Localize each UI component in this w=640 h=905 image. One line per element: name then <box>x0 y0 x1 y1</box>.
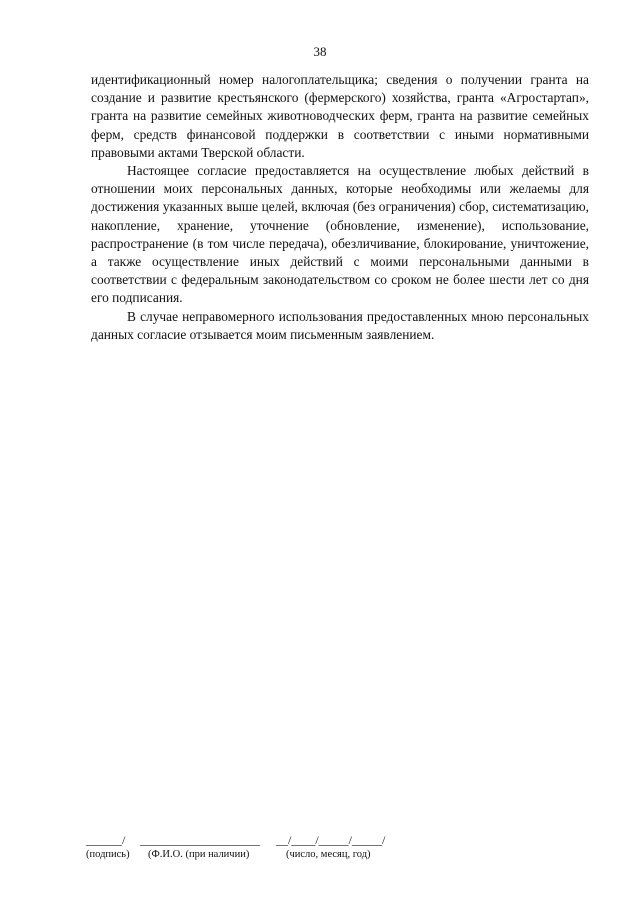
signature-line[interactable]: ______/ <box>86 833 126 847</box>
document-body <box>91 71 589 344</box>
paragraph-consent-revocation: В случае неправомерного использования предоставленных мною персональных данных согласие отзывается моим письменным заявлением. <box>91 308 589 342</box>
date-line[interactable]: __/____/_____/_____/ <box>276 833 386 847</box>
signature-block <box>86 833 406 865</box>
full-name-label: (Ф.И.О. (при наличии) <box>148 849 250 860</box>
paragraph-consent-scope: Настоящее согласие предоставляется на осуществление любых действий в отношении моих персональных данных, которые необходимы или желаемы для достижения указанных выше целей, включая (без ограничения) сбор, систематизацию, накопление, хранение, уточнение (обновление, изменение), использование, распространение (в том числе передача), обезличивание, блокирование, уничтожение, а также осуществление иных действий с моими персональными данными в соответствии с федеральным законодательством со сроком не более шести лет со дня его подписания. <box>91 163 589 306</box>
signature-label: (подпись) <box>86 849 130 860</box>
full-name-line[interactable]: ____________________ <box>140 833 260 847</box>
page-number: 38 <box>313 44 327 59</box>
paragraph-continuation: идентификационный номер налогоплательщика; сведения о получении гранта на создание и развитие крестьянского (фермерского) хозяйства, гранта «Агростартап», гранта на развитие семейных животноводческих ферм, гранта на развитие семейных ферм, средств финансовой поддержки в соответствии с иными нормативными правовыми актами Тверской области. <box>91 72 589 160</box>
date-label: (число, месяц, год) <box>286 849 371 860</box>
